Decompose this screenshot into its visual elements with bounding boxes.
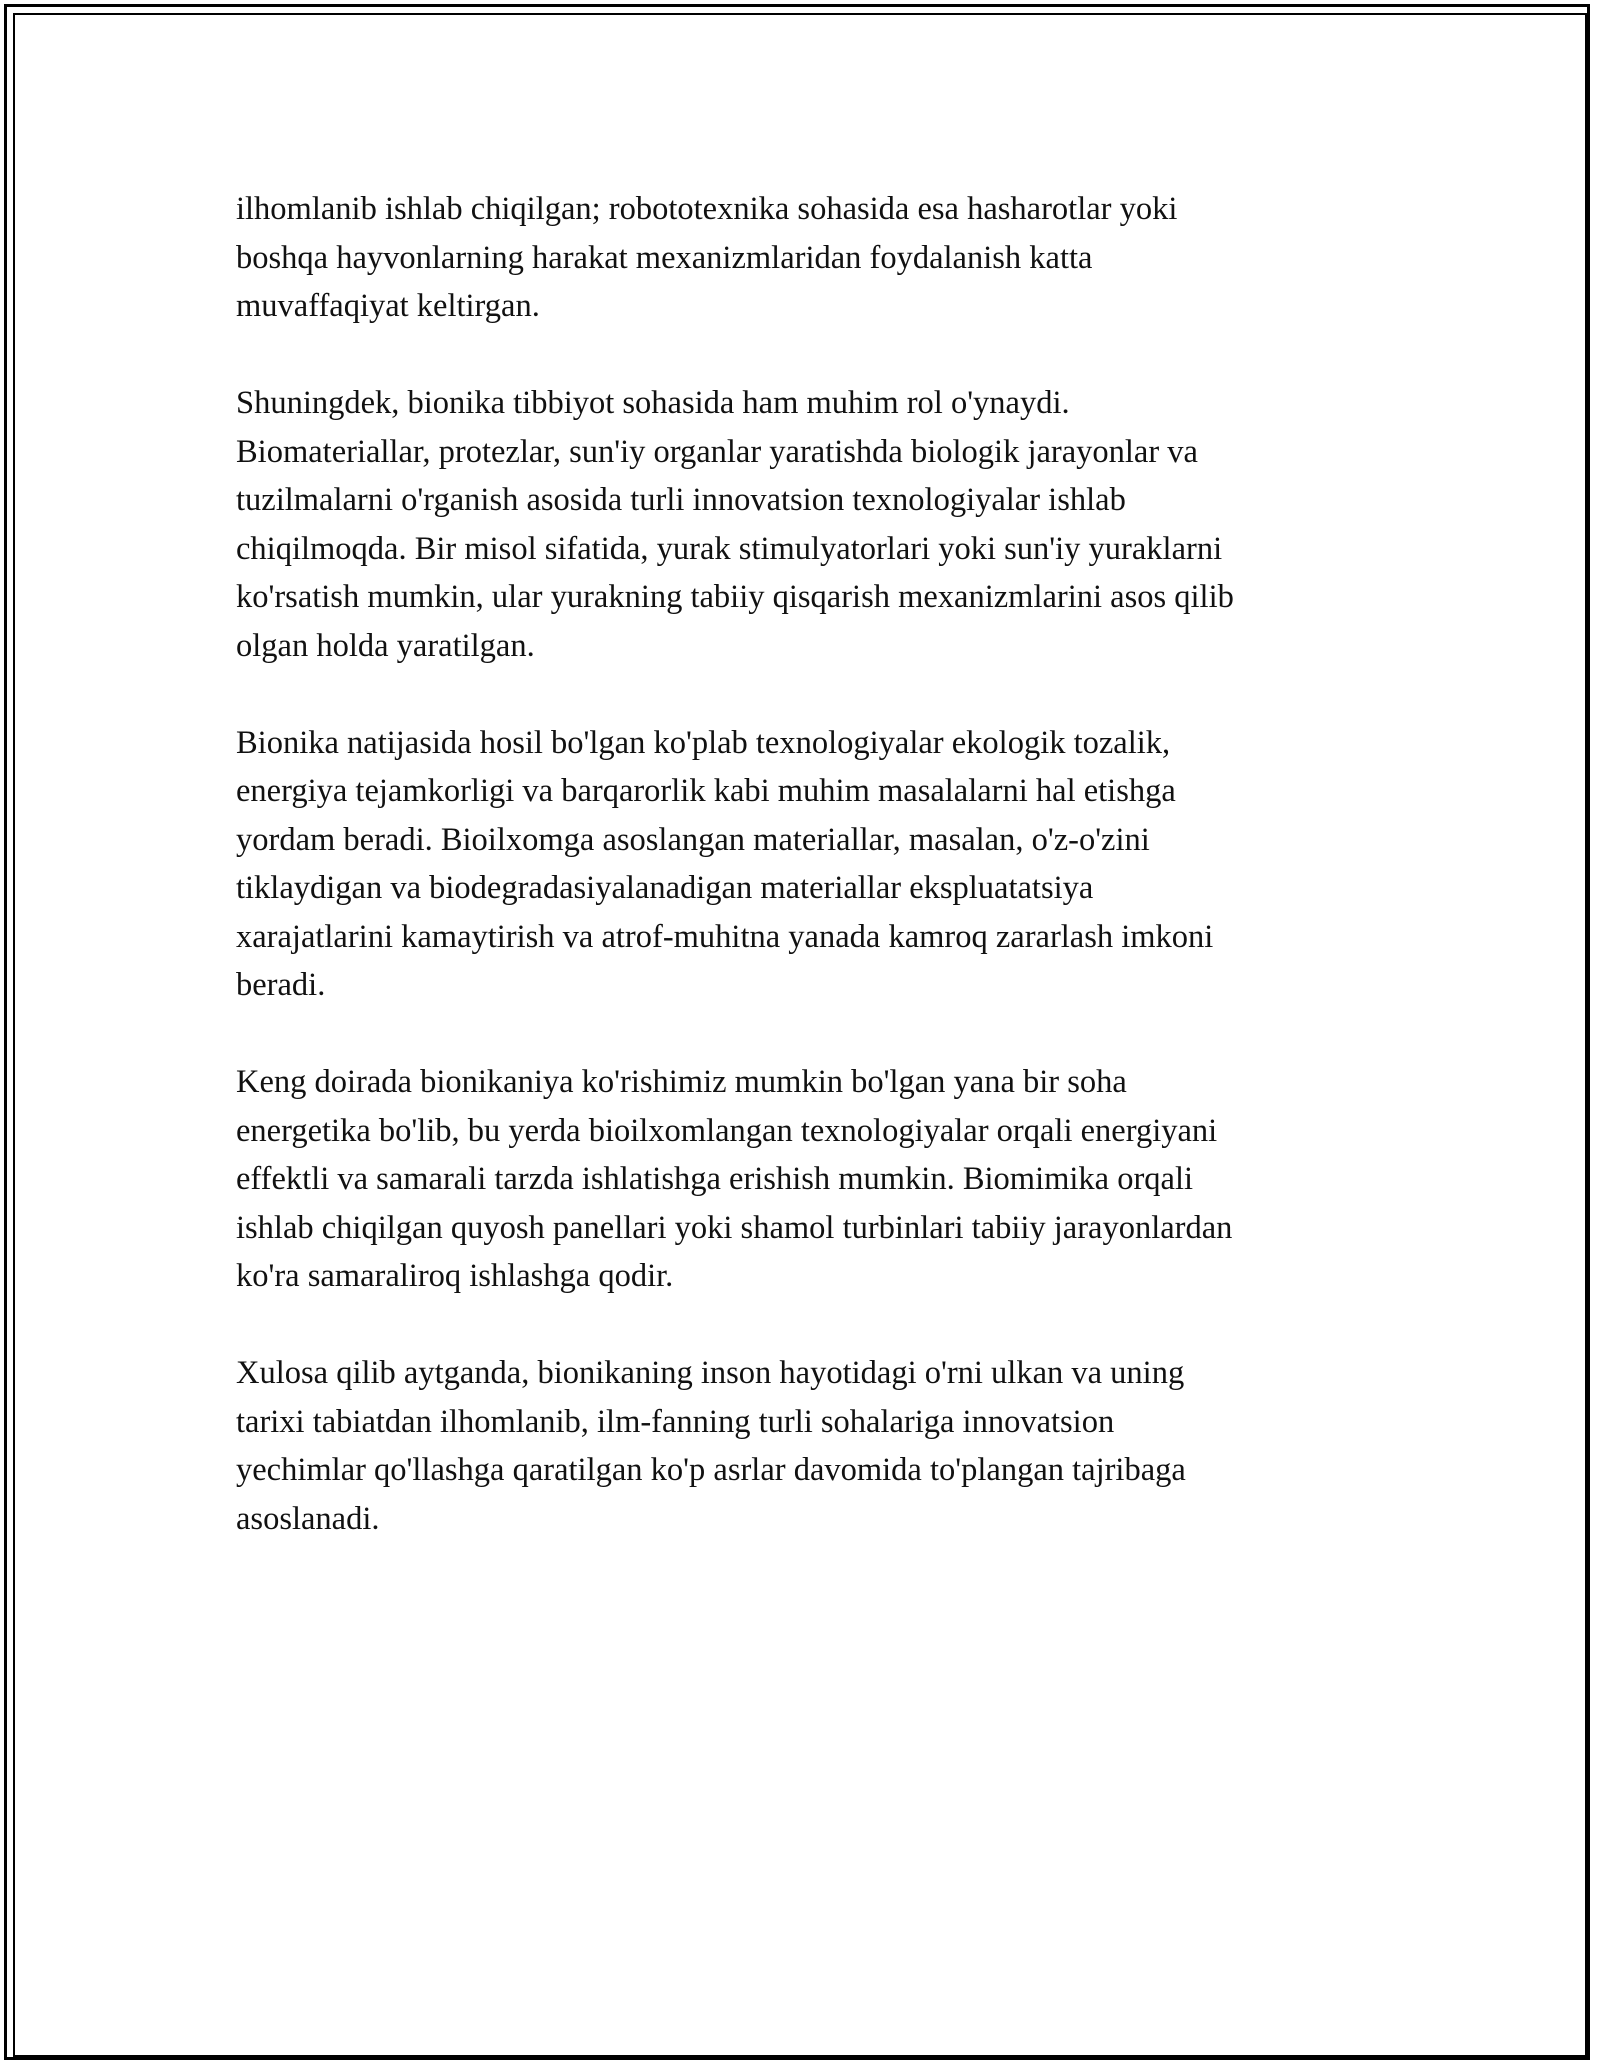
paragraph-5 [236,1349,1381,1543]
text-line: tiklaydigan va biodegradasiyalanadigan materiallar ekspluatatsiya [236,870,1094,906]
text-line: Shuningdek, bionika tibbiyot sohasida ham muhim rol o'ynaydi. [236,385,1070,421]
paragraph-3 [236,719,1381,1010]
text-line: Xulosa qilib aytganda, bionikaning inson hayotidagi o'rni ulkan va uning [236,1355,1185,1391]
text-line: Bionika natijasida hosil bo'lgan ko'plab texnologiyalar ekologik tozalik, [236,724,1171,761]
text-line: tuzilmalarni o'rganish asosida turli innovatsion texnologiyalar ishlab [236,482,1126,518]
document-body [236,185,1381,1592]
text-line: effektli va samarali tarzda ishlatishga erishish mumkin. Biomimika orqali [236,1161,1194,1197]
paragraph-2 [236,379,1381,670]
text-line: ishlab chiqilgan quyosh panellari yoki shamol turbinlari tabiiy jarayonlardan [236,1209,1233,1246]
text-line: xarajatlarini kamaytirish va atrof-muhitna yanada kamroq zararlash imkoni [236,918,1214,955]
text-line: energetika bo'lib, bu yerda bioilxomlangan texnologiyalar orqali energiyani [236,1112,1218,1149]
text-line: boshqa hayvonlarning harakat mexanizmlaridan foydalanish katta [236,239,1093,276]
text-line: muvaffaqiyat keltirgan. [236,288,540,324]
text-line: chiqilmoqda. Bir misol sifatida, yurak stimulyatorlari yoki sun'iy yuraklarni [236,530,1223,567]
text-line: ko'ra samaraliroq ishlashga qodir. [236,1258,674,1294]
text-line: energiya tejamkorligi va barqarorlik kabi muhim masalalarni hal etishga [236,773,1176,809]
text-line: Biomateriallar, protezlar, sun'iy organlar yaratishda biologik jarayonlar va [236,433,1198,470]
text-line: ko'rsatish mumkin, ular yurakning tabiiy qisqarish mexanizmlarini asos qilib [236,579,1234,615]
text-line: asoslanadi. [236,1500,380,1537]
text-line: olgan holda yaratilgan. [236,627,535,664]
text-line: yechimlar qo'llashga qaratilgan ko'p asrlar davomida to'plangan tajribaga [236,1452,1186,1488]
text-line: yordam beradi. Bioilxomga asoslangan materiallar, masalan, o'z-o'zini [236,821,1150,858]
text-line: Keng doirada bionikaniya ko'rishimiz mumkin bo'lgan yana bir soha [236,1064,1127,1100]
text-line: tarixi tabiatdan ilhomlanib, ilm-fanning turli sohalariga innovatsion [236,1403,1115,1440]
text-line: ilhomlanib ishlab chiqilgan; robototexnika sohasida esa hasharotlar yoki [236,191,1178,227]
text-line: beradi. [236,967,326,1003]
paragraph-1 [236,185,1381,331]
paragraph-4 [236,1058,1381,1301]
